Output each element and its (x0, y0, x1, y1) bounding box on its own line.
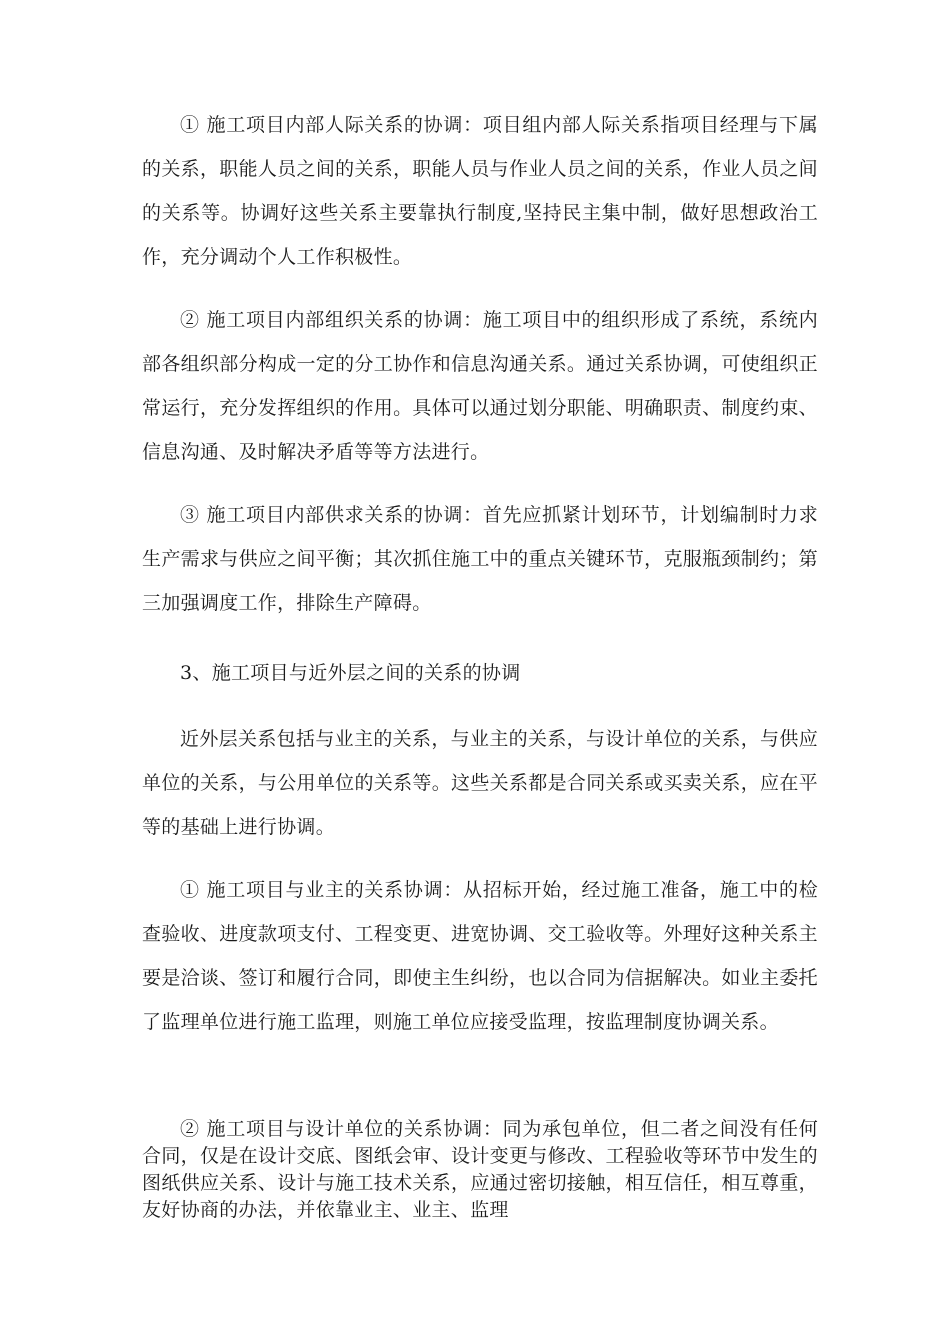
paragraph-design-unit-relation: ② 施工项目与设计单位的关系协调：同为承包单位，但二者之间没有任何合同，仅是在设计交底、图纸会审、设计变更与修改、工程验收等环节中发生的图纸供应关系、设计与施工技术关系，应通过密切接触，相互信任，相互尊重，友好协商的办法，并依靠业主、业主、监理 (142, 1118, 818, 1221)
paragraph-internal-supply-demand: ③ 施工项目内部供求关系的协调：首先应抓紧计划环节，计划编制时力求生产需求与供应之间平衡；其次抓住施工中的重点关键环节，克服瓶颈制约；第三加强调度工作，排除生产障碍。 (142, 504, 818, 614)
section-heading-near-outer-layer: 3、施工项目与近外层之间的关系的协调 (180, 662, 521, 684)
paragraph-internal-interpersonal: ① 施工项目内部人际关系的协调：项目组内部人际关系指项目经理与下属的关系，职能人员之间的关系，职能人员与作业人员之间的关系，作业人员之间的关系等。协调好这些关系主要靠执行制度,坚持民主集中制，做好思想政治工作，充分调动个人工作积极性。 (142, 114, 818, 268)
paragraph-owner-relation: ① 施工项目与业主的关系协调：从招标开始，经过施工准备，施工中的检查验收、进度款项支付、工程变更、进宽协调、交工验收等。外理好这种关系主要是洽谈、签订和履行合同，即使主生纠纷，也以合同为信据解决。如业主委托了监理单位进行施工监理，则施工单位应接受监理，按监理制度协调关系。 (142, 879, 818, 1033)
paragraph-near-outer-overview: 近外层关系包括与业主的关系，与业主的关系，与设计单位的关系，与供应单位的关系，与公用单位的关系等。这些关系都是合同关系或买卖关系，应在平等的基础上进行协调。 (142, 728, 818, 838)
paragraph-internal-organization: ② 施工项目内部组织关系的协调：施工项目中的组织形成了系统，系统内部各组织部分构成一定的分工协作和信息沟通关系。通过关系协调，可使组织正常运行，充分发挥组织的作用。具体可以通过划分职能、明确职责、制度约束、信息沟通、及时解决矛盾等等方法进行。 (142, 309, 818, 463)
